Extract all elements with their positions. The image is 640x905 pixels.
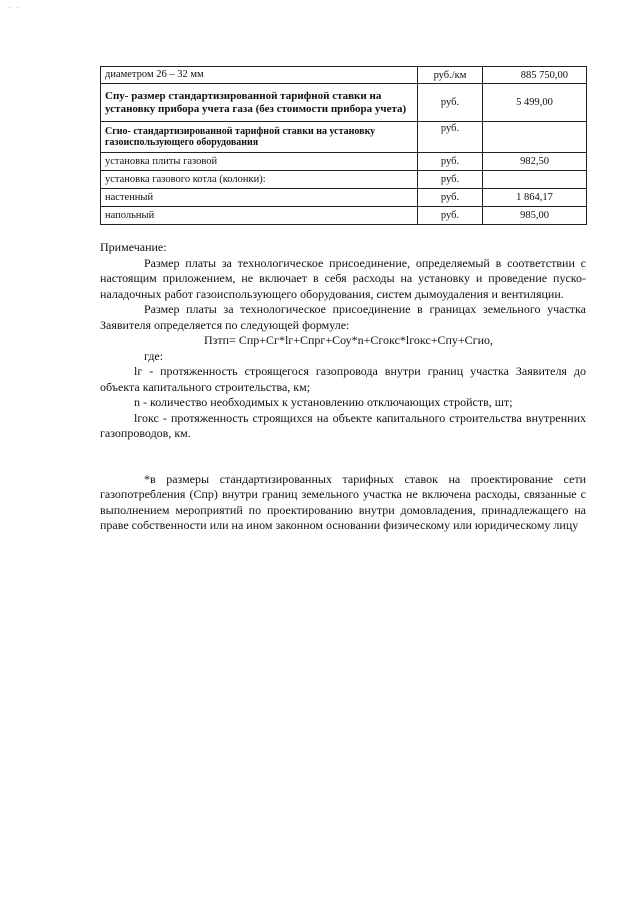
definition-lgoks: lгокс - протяженность строящихся на объекте капитального строительства внутренних газопроводов, км. <box>100 410 586 440</box>
row-value <box>483 171 587 189</box>
row-value: 1 864,17 <box>483 189 587 207</box>
definition-n: n - количество необходимых к установлению отключающих стройств, шт; <box>134 395 513 409</box>
row-unit: руб. <box>418 84 483 122</box>
row-unit: руб. <box>418 207 483 225</box>
notes-section <box>100 240 586 534</box>
row-name: установка газового котла (колонки): <box>101 171 418 189</box>
tariff-table <box>100 66 587 225</box>
table-row <box>101 153 587 171</box>
table-row <box>101 207 587 225</box>
row-unit: руб. <box>418 122 483 153</box>
row-name: установка плиты газовой <box>101 153 418 171</box>
notes-heading: Примечание: <box>100 240 167 254</box>
row-value <box>483 122 587 153</box>
table-row <box>101 122 587 153</box>
row-unit: руб. <box>418 153 483 171</box>
table-row <box>101 171 587 189</box>
row-unit: руб./км <box>418 67 483 84</box>
table-row <box>101 67 587 84</box>
note-paragraph-2: Размер платы за технологическое присоединение в границах земельного участка Заявителя определяется по следующей формуле: <box>100 302 586 332</box>
note-paragraph-1: Размер платы за технологическое присоединение, определяемый в соответствии с настоящим приложением, не включает в себя расходы на установку и проведение пуско-наладочных работ газоиспользующего оборудования, систем дымоудаления и вентиляции. <box>100 255 586 301</box>
row-value: 982,50 <box>483 153 587 171</box>
table-row <box>101 189 587 207</box>
row-value: 885 750,00 <box>483 67 587 84</box>
definition-lg: lг - протяженность строящегося газопровода внутри границ участка Заявителя до объекта капитального строительства, км; <box>100 364 586 394</box>
row-name: настенный <box>101 189 418 207</box>
scan-corner-marks: · · <box>8 4 21 12</box>
where-label: где: <box>144 348 164 363</box>
row-value: 985,00 <box>483 207 587 225</box>
row-value: 5 499,00 <box>483 84 587 122</box>
table-row <box>101 84 587 122</box>
row-name: Сгио- стандартизированной тарифной ставки на установку газоиспользующего оборудования <box>101 122 418 153</box>
row-name: напольный <box>101 207 418 225</box>
footnote: *в размеры стандартизированных тарифных ставок на проектирование сети газопотребления (Спр) внутри границ земельного участка не включена расходы, связанные с выполнением мероприятий по проектированию внутри домовладения, принадлежащего на праве собственности или на ином законном основании физическому или юридическому лицу <box>100 471 586 532</box>
row-name: диаметром 26 – 32 мм <box>101 67 418 84</box>
formula: Пзтп= Спр+Сг*lг+Спрг+Соу*n+Сгокс*lгокс+Спу+Сгио, <box>204 333 494 347</box>
row-unit: руб. <box>418 189 483 207</box>
row-unit: руб. <box>418 171 483 189</box>
row-name: Спу- размер стандартизированной тарифной ставки на установку прибора учета газа (без стоимости прибора учета) <box>101 84 418 122</box>
